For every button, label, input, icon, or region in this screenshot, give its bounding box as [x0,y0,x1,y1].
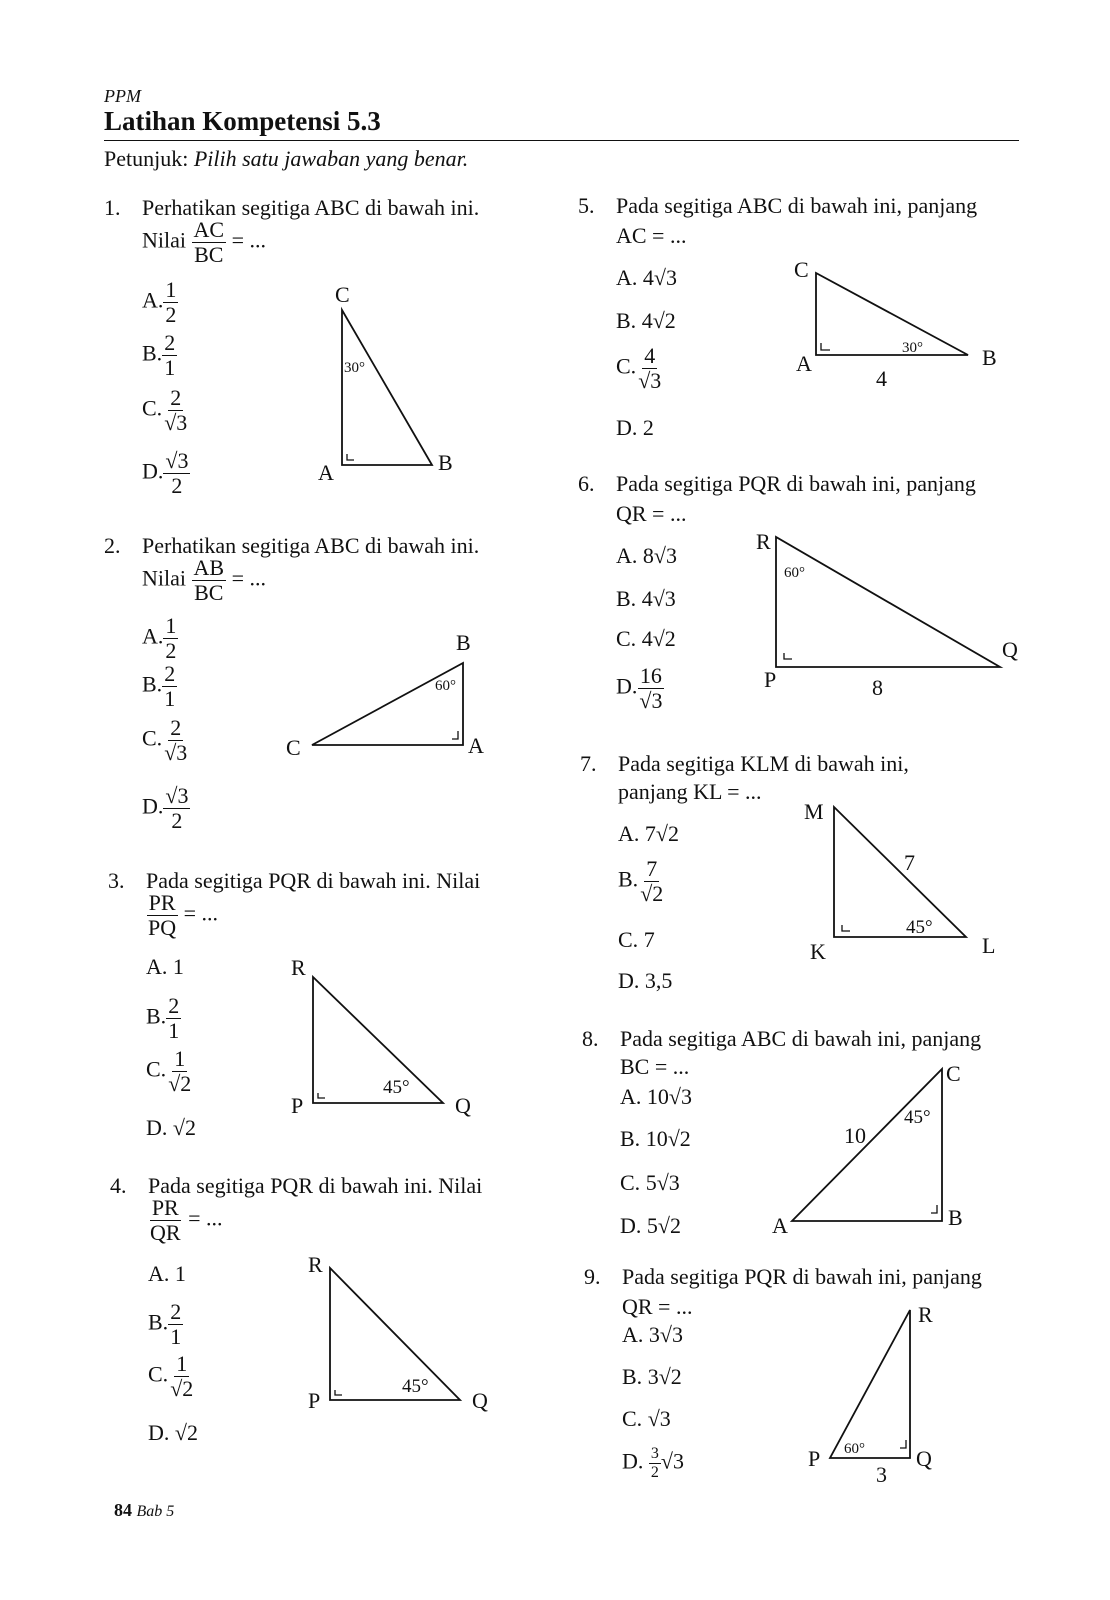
question-subtext: BC = ... [620,1054,690,1079]
option-d[interactable]: D. $\frac{√3}{2}$ [142,783,189,833]
vertex-l: L [982,933,996,958]
prompt-tail: = ... [188,1205,223,1231]
option-a[interactable]: A. 3√3 [622,1322,683,1347]
question-text: Pada segitiga PQR di bawah ini. Nilai [146,868,481,893]
side-label: 7 [904,850,915,875]
triangle [834,807,966,937]
option-b[interactable]: B. 3√2 [622,1364,682,1389]
angle-label: 60° [435,678,456,694]
angle-label: 45° [906,917,933,938]
question-subtext: panjang KL = ... [618,779,762,804]
vertex-r: R [918,1302,933,1327]
question-text: Pada segitiga ABC di bawah ini, panjang [616,193,978,218]
option-c[interactable]: C. $\frac{1}{√2}$ [148,1351,194,1401]
side-label: 3 [876,1462,887,1487]
option-a[interactable]: A. 1 [148,1261,186,1286]
option-b[interactable]: B. $\frac{2}{1}$ [146,993,180,1043]
question-text: Pada segitiga ABC di bawah ini, panjang [620,1026,982,1051]
option-d[interactable]: D. $\frac{16}{√3}$ [616,663,663,713]
option-a[interactable]: A. 8√3 [616,543,677,568]
vertex-c: C [286,735,301,760]
option-b[interactable]: B. 4√2 [616,308,676,333]
fraction: $\frac{AB}{BC}$ [193,555,225,605]
series-label: PPM [104,86,141,106]
question-text: Pada segitiga PQR di bawah ini, panjang [622,1264,982,1289]
triangle-figure-2 [280,625,500,765]
option-d[interactable]: D. √2 [148,1420,198,1445]
vertex-c: C [946,1061,961,1086]
question-number: 2. [104,533,121,558]
triangle [776,537,1000,667]
angle-label: 45° [402,1376,429,1397]
vertex-k: K [810,939,826,964]
angle-label: 30° [344,360,365,376]
option-b[interactable]: B. $\frac{2}{1}$ [142,330,176,380]
option-a[interactable]: A. 7√2 [618,821,679,846]
prompt: Nilai [142,565,186,591]
vertex-p: P [308,1388,321,1413]
option-a[interactable]: A. $\frac{1}{2}$ [142,613,177,663]
vertex-q: Q [472,1388,488,1413]
triangle-figure-6 [752,525,1032,705]
prompt-tail: = ... [231,227,266,253]
option-c[interactable]: C. $\frac{2}{√3}$ [142,715,188,765]
vertex-b: B [438,450,453,475]
question-expression [146,892,218,939]
option-c[interactable]: C. 7 [618,927,655,952]
vertex-b: B [948,1205,963,1230]
question-number: 3. [108,868,125,893]
chapter-label: Bab 5 [136,1503,175,1520]
angle-label: 45° [904,1107,931,1128]
option-b[interactable]: B. $\frac{2}{1}$ [148,1299,182,1349]
question-subtext: QR = ... [616,501,687,526]
triangle [342,310,432,465]
vertex-p: P [808,1446,821,1471]
option-d[interactable]: D. 3,5 [618,968,673,993]
prompt-tail: = ... [231,565,266,591]
angle-label: 45° [383,1077,410,1098]
instruction-text: Pilih satu jawaban yang benar. [193,146,469,171]
fraction: $\frac{AC}{BC}$ [193,217,225,267]
option-b[interactable]: B. $\frac{2}{1}$ [142,661,176,711]
question-expression [142,219,266,266]
option-a[interactable]: A. 1 [146,954,184,979]
question-expression [142,557,266,604]
option-c[interactable]: C. 5√3 [620,1170,680,1195]
instruction [104,146,468,172]
fraction: $\frac{PR}{PQ}$ [148,890,177,940]
option-d[interactable]: D. √2 [146,1115,196,1140]
triangle [312,663,463,745]
side-label: 4 [876,366,887,391]
triangle [313,977,443,1103]
side-label: 10 [844,1123,866,1148]
question-number: 9. [584,1264,601,1289]
option-c[interactable]: C. $\frac{2}{√3}$ [142,385,188,435]
vertex-p: P [764,667,777,692]
option-c[interactable]: C. √3 [622,1406,671,1431]
question-number: 4. [110,1173,127,1198]
triangle-figure-9 [800,1298,960,1488]
page-number: 84 [114,1500,132,1520]
question-text: Pada segitiga PQR di bawah ini, panjang [616,471,976,496]
triangle [830,1310,910,1458]
vertex-a: A [318,460,334,485]
instruction-label: Petunjuk: [104,146,189,171]
vertex-a: A [796,351,812,376]
question-text: Pada segitiga PQR di bawah ini. Nilai [148,1173,483,1198]
question-number: 6. [578,471,595,496]
vertex-r: R [756,529,771,554]
question-number: 7. [580,751,597,776]
question-number: 1. [104,195,121,220]
triangle [816,273,968,355]
question-subtext: QR = ... [622,1294,693,1319]
triangle-figure-7 [800,795,1010,965]
vertex-a: A [468,733,484,758]
title-divider [104,140,1019,141]
side-label: 8 [872,675,883,700]
question-text: Pada segitiga KLM di bawah ini, [618,751,909,776]
triangle [330,1268,460,1400]
option-d[interactable]: D. 5√2 [620,1213,681,1238]
page-footer [114,1500,174,1521]
triangle [792,1069,942,1221]
angle-label: 60° [784,565,805,581]
option-d[interactable]: D. $\frac{3}{2}$ √3 [622,1445,684,1481]
triangle-figure-5 [790,255,1010,395]
vertex-b: B [456,630,471,655]
option-d[interactable]: D. 2 [616,415,654,440]
option-c[interactable]: C. 4√2 [616,626,676,651]
question-text: Perhatikan segitiga ABC di bawah ini. [142,533,480,558]
question-expression [148,1197,222,1244]
prompt: Nilai [142,227,186,253]
fraction: $\frac{PR}{QR}$ [150,1195,181,1245]
triangle-figure-4 [302,1250,502,1415]
vertex-c: C [335,282,350,307]
option-b[interactable]: B. $\frac{7}{√2}$ [618,856,664,906]
option-a[interactable]: A. 10√3 [620,1084,692,1109]
option-c[interactable]: C. $\frac{1}{√2}$ [146,1046,192,1096]
prompt-tail: = ... [183,900,219,926]
vertex-q: Q [1002,637,1018,662]
option-b[interactable]: B. 10√2 [620,1126,691,1151]
option-a[interactable]: A. 4√3 [616,265,677,290]
triangle-figure-8 [770,1055,990,1245]
triangle-figure-1 [310,280,470,490]
vertex-p: P [291,1093,304,1118]
question-number: 8. [582,1026,599,1051]
vertex-b: B [982,345,997,370]
vertex-c: C [794,257,809,282]
angle-label: 30° [902,340,923,356]
option-c[interactable]: C. $\frac{4}{√3}$ [616,343,662,393]
option-a[interactable]: A. $\frac{1}{2}$ [142,277,177,327]
triangle-figure-3 [285,955,485,1120]
angle-label: 60° [844,1441,865,1457]
vertex-a: A [772,1213,788,1238]
vertex-r: R [308,1252,323,1277]
option-d[interactable]: D. $\frac{√3}{2}$ [142,448,189,498]
question-number: 5. [578,193,595,218]
question-subtext: AC = ... [616,223,687,248]
option-b[interactable]: B. 4√3 [616,586,676,611]
vertex-q: Q [455,1093,471,1118]
page-title: Latihan Kompetensi 5.3 [104,106,381,136]
vertex-q: Q [916,1446,932,1471]
question-text: Perhatikan segitiga ABC di bawah ini. [142,195,480,220]
vertex-m: M [804,799,824,824]
vertex-r: R [291,955,306,980]
